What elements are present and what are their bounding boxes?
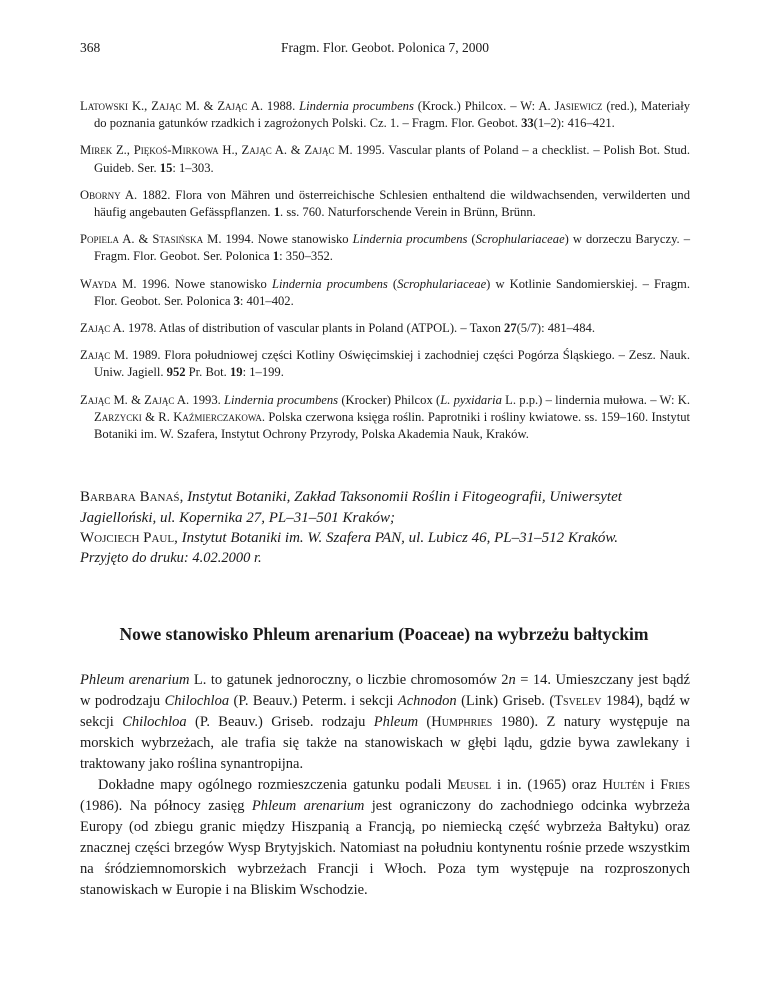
journal-title: Fragm. Flor. Geobot. Polonica 7, 2000	[280, 40, 490, 55]
body-paragraph: Dokładne mapy ogólnego rozmieszczenia gatunku podali Meusel i in. (1965) oraz Hultén i Fries (1986). Na północy zasięg Phleum arenarium jest ograniczony do zachodniego odcinka wybrzeża Europy (od zbiegu granic między Hiszpanią a Francją, po niemiecką część wybrzeża Bałtyku) oraz znacznej części brzegów Wysp Brytyjskich. Natomiast na południu kontynentu rośnie przede wszystkim na śródziemnomorskich wybrzeżach Francji i Włoch. Poza tym występuje na rozproszonych stanowiskach w Europie i na Bliskim Wschodzie.	[80, 777, 691, 898]
reference-item: Wayda M. 1996. Nowe stanowisko Lindernia procumbens (Scrophulariaceae) w Kotlinie Sandomierskiej. – Fragm. Flor. Geobot. Ser. Polonica 3: 401–402.	[80, 276, 690, 308]
accepted-date: Przyjęto do druku: 4.02.2000 r.	[80, 550, 262, 566]
reference-item: Zając M. & Zając A. 1993. Lindernia procumbens (Krocker) Philcox (L. pyxidaria L. p.p.) – lindernia mułowa. – W: K. Zarzycki & R. Kaźmierczakowa. Polska czerwona księga roślin. Paprotniki i rośliny kwiatowe. ss. 159–160. Instytut Botaniki im. W. Szafera, Instytut Ochrony Przyrody, Polska Akademia Nauk, Kraków.	[80, 392, 690, 442]
reference-item: Zając M. 1989. Flora południowej części Kotliny Oświęcimskiej i zachodniej części Pogórza Śląskiego. – Zesz. Nauk. Uniw. Jagiell. 952 Pr. Bot. 19: 1–199.	[80, 348, 690, 380]
affiliation: Wojciech Paul, Instytut Botaniki im. W. Szafera PAN, ul. Lubicz 46, PL–31–512 Kraków.	[80, 530, 618, 546]
affiliation: Barbara Banaś, Instytut Botaniki, Zakład Taksonomii Roślin i Fitogeografii, Uniwersytet Jagielloński, ul. Kopernika 27, PL–31–501 Kraków;	[80, 489, 622, 526]
body-paragraph: Phleum arenarium L. to gatunek jednoroczny, o liczbie chromosomów 2n = 14. Umieszczany jest bądź w podrodzaju Chilochloa (P. Beauv.) Peterm. i sekcji Achnodon (Link) Griseb. (Tsvelev 1984), bądź w sekcji Chilochloa (P. Beauv.) Griseb. rodzaju Phleum (Humphries 1980). Z natury występuje na morskich wybrzeżach, ale trafia się także na stanowiskach w głębi lądu, gdzie bywa zawlekany i traktowany jako roślina synantropijna.	[80, 672, 691, 772]
reference-list	[80, 98, 690, 453]
author-affiliations	[80, 487, 690, 549]
reference-item: Zając A. 1978. Atlas of distribution of vascular plants in Poland (ATPOL). – Taxon 27(5/7): 481–484.	[80, 321, 595, 336]
page-number: 368	[80, 40, 101, 55]
reference-item: Oborny A. 1882. Flora von Mähren und österreichische Schlesien enthaltend die wildwachsenden, verwilderten und häufig angebauten Gefässpflanzen. 1. ss. 760. Naturforschende Verein in Brünn, Brünn.	[80, 187, 691, 220]
article-body	[80, 670, 690, 901]
article-title: Nowe stanowisko Phleum arenarium (Poaceae) na wybrzeżu bałtyckim	[119, 624, 649, 644]
reference-item: Mirek Z., Piękoś-Mirkowa H., Zając A. & Zając M. 1995. Vascular plants of Poland – a checklist. – Polish Bot. Stud. Guideb. Ser. 15: 1–303.	[80, 143, 690, 175]
running-header	[80, 40, 690, 60]
reference-item: Latowski K., Zając M. & Zając A. 1988. Lindernia procumbens (Krock.) Philcox. – W: A. Jasiewicz (red.), Materiały do poznania gatunków rzadkich i zagrożonych Polski. Cz. 1. – Fragm. Flor. Geobot. 33(1–2): 416–421.	[80, 99, 690, 131]
reference-item: Popiela A. & Stasińska M. 1994. Nowe stanowisko Lindernia procumbens (Scrophulariaceae) w dorzeczu Baryczy. – Fragm. Flor. Geobot. Ser. Polonica 1: 350–352.	[80, 232, 691, 264]
